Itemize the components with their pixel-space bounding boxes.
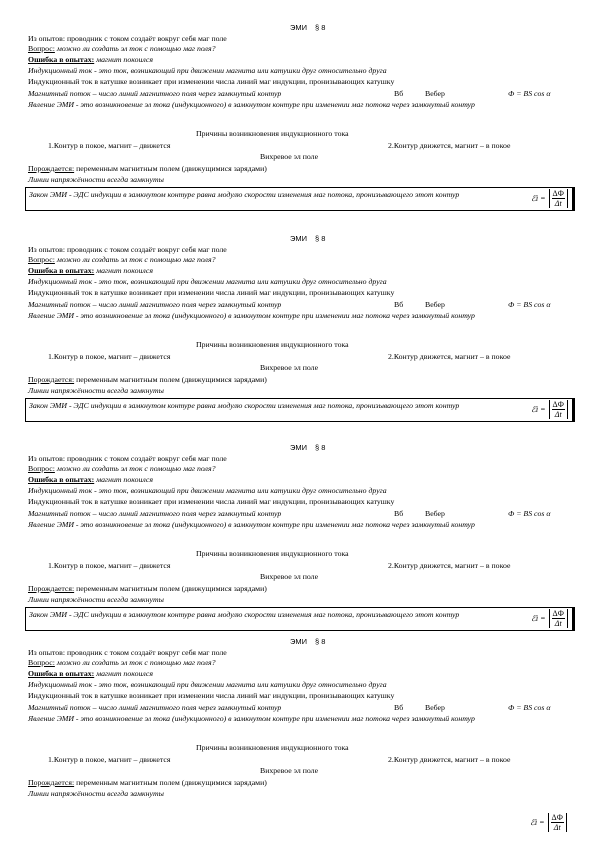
generated-by [28,375,267,384]
question-label: Вопрос: [28,658,55,667]
error-label: Ошибка в опытах: [28,475,95,484]
question-label: Вопрос: [28,44,55,53]
generated-text: переменным магнитным полем (движущимися зарядами) [74,778,267,787]
emf-formula [530,813,567,832]
causes-heading: Причины возникновения индукционного тока [196,340,349,349]
intro-line: Из опытов: проводник с током создаёт вокруг себя маг поле [28,648,227,657]
magnetic-flux-definition: Магнитный поток – число линий магнитного поля через замкнутый контур [28,703,282,712]
unit-weber: Вебер [425,703,445,712]
error-text: магнит покоился [94,266,153,275]
emf-formula [531,400,568,419]
definition-induction-current: Индукционный ток - это ток, возникающий при движении магнита или катушки друг относительно друга [28,486,387,495]
unit-weber: Вебер [425,300,445,309]
flux-formula: Ф = BS cos α [508,300,551,309]
notes-block [28,443,573,653]
error-label: Ошибка в опытах: [28,266,95,275]
generated-text: переменным магнитным полем (движущимися зарядами) [74,164,267,173]
unit-wb: Вб [394,300,404,309]
header-section: § 8 [315,443,326,452]
emf-symbol: ℰi = [531,194,546,203]
flux-rate-fraction [549,609,568,628]
intro-line: Из опытов: проводник с током создаёт вокруг себя маг поле [28,245,227,254]
error-line [28,669,153,678]
flux-formula: Ф = BS cos α [508,509,551,518]
unit-wb: Вб [394,89,404,98]
question-line [28,255,215,264]
block-header [282,234,325,243]
unit-wb: Вб [394,509,404,518]
vortex-field: Вихревое эл поле [260,363,319,372]
emi-law-text: Закон ЭМИ - ЭДС индукции в замкнутом контуре равна модулю скорости изменения маг потока, пронизывающего этот контур [29,190,460,199]
emi-law-text: Закон ЭМИ - ЭДС индукции в замкнутом контуре равна модулю скорости изменения маг потока, пронизывающего этот контур [29,401,460,410]
emf-formula [531,189,568,208]
magnetic-flux-definition: Магнитный поток – число линий магнитного поля через замкнутый контур [28,509,282,518]
notes-block [28,234,573,444]
header-title: ЭМИ [290,234,308,243]
intro-line: Из опытов: проводник с током создаёт вокруг себя маг поле [28,454,227,463]
error-text: магнит покоился [94,669,153,678]
generated-label: Порождается: [28,164,75,173]
header-title: ЭМИ [290,23,308,32]
frac-denominator: Δt [554,619,562,628]
generated-label: Порождается: [28,778,75,787]
cause-1: 1.Контур в покое, магнит – движется [48,755,171,764]
error-line [28,266,153,275]
cause-1: 1.Контур в покое, магнит – движется [48,561,171,570]
emf-formula [531,609,568,628]
question-line [28,44,215,53]
definition-induction-current: Индукционный ток - это ток, возникающий при движении магнита или катушки друг относительно друга [28,277,387,286]
induction-condition: Индукционный ток в катушке возникает при изменении числа линий маг индукции, пронизывающих катушку [28,691,395,700]
question-text: можно ли создать эл ток с помощью маг поля? [54,44,216,53]
unit-wb: Вб [394,703,404,712]
frac-denominator: Δt [554,199,562,208]
field-lines-closed: Линии напряжённости всегда замкнуты [28,175,164,184]
intro-line: Из опытов: проводник с током создаёт вокруг себя маг поле [28,34,227,43]
block-header [282,23,325,32]
definition-induction-current: Индукционный ток - это ток, возникающий при движении магнита или катушки друг относительно друга [28,66,387,75]
frac-numerator: ΔФ [551,813,563,822]
error-label: Ошибка в опытах: [28,669,95,678]
magnetic-flux-definition: Магнитный поток – число линий магнитного поля через замкнутый контур [28,300,282,309]
question-line [28,658,215,667]
flux-rate-fraction [548,813,567,832]
generated-label: Порождается: [28,375,75,384]
flux-rate-fraction [549,189,568,208]
error-text: магнит покоился [94,475,153,484]
cause-1: 1.Контур в покое, магнит – движется [48,352,171,361]
notes-block [28,637,573,847]
vortex-field: Вихревое эл поле [260,572,319,581]
question-line [28,464,215,473]
generated-label: Порождается: [28,584,75,593]
question-label: Вопрос: [28,464,55,473]
field-lines-closed: Линии напряжённости всегда замкнуты [28,595,164,604]
causes-heading: Причины возникновения индукционного тока [196,129,349,138]
emi-phenomenon: Явление ЭМИ - это возникновение эл тока (индукционного) в замкнутом контуре при изменении маг потока через замкнутый контур [28,100,475,109]
cause-2: 2.Контур движется, магнит – в покое [388,141,511,150]
frac-denominator: Δt [553,823,561,832]
cause-2: 2.Контур движется, магнит – в покое [388,755,511,764]
error-line [28,475,153,484]
unit-weber: Вебер [425,89,445,98]
emi-phenomenon: Явление ЭМИ - это возникновение эл тока (индукционного) в замкнутом контуре при изменении маг потока через замкнутый контур [28,520,475,529]
question-text: можно ли создать эл ток с помощью маг поля? [54,658,216,667]
header-title: ЭМИ [290,443,308,452]
induction-condition: Индукционный ток в катушке возникает при изменении числа линий маг индукции, пронизывающих катушку [28,288,395,297]
question-text: можно ли создать эл ток с помощью маг поля? [54,255,216,264]
emf-symbol: ℰi = [531,614,546,623]
emf-symbol: ℰi = [531,405,546,414]
field-lines-closed: Линии напряжённости всегда замкнуты [28,789,164,798]
generated-text: переменным магнитным полем (движущимися зарядами) [74,584,267,593]
vortex-field: Вихревое эл поле [260,152,319,161]
question-text: можно ли создать эл ток с помощью маг поля? [54,464,216,473]
generated-by [28,778,267,787]
frac-numerator: ΔФ [552,609,564,618]
header-section: § 8 [315,637,326,646]
block-header [282,637,325,646]
emi-law-text: Закон ЭМИ - ЭДС индукции в замкнутом контуре равна модулю скорости изменения маг потока, пронизывающего этот контур [29,610,460,619]
emi-law-box [25,398,575,422]
emf-symbol: ℰi = [530,818,545,827]
generated-text: переменным магнитным полем (движущимися зарядами) [74,375,267,384]
induction-condition: Индукционный ток в катушке возникает при изменении числа линий маг индукции, пронизывающих катушку [28,77,395,86]
question-label: Вопрос: [28,255,55,264]
header-title: ЭМИ [290,637,308,646]
error-text: магнит покоился [94,55,153,64]
generated-by [28,584,267,593]
emi-law-box [25,187,575,211]
cause-2: 2.Контур движется, магнит – в покое [388,561,511,570]
flux-rate-fraction [549,400,568,419]
error-line [28,55,153,64]
unit-weber: Вебер [425,509,445,518]
emi-phenomenon: Явление ЭМИ - это возникновение эл тока (индукционного) в замкнутом контуре при изменении маг потока через замкнутый контур [28,311,475,320]
generated-by [28,164,267,173]
flux-formula: Ф = BS cos α [508,703,551,712]
header-section: § 8 [315,23,326,32]
magnetic-flux-definition: Магнитный поток – число линий магнитного поля через замкнутый контур [28,89,282,98]
notes-block [28,23,573,233]
cause-1: 1.Контур в покое, магнит – движется [48,141,171,150]
induction-condition: Индукционный ток в катушке возникает при изменении числа линий маг индукции, пронизывающих катушку [28,497,395,506]
causes-heading: Причины возникновения индукционного тока [196,549,349,558]
block-header [282,443,325,452]
cause-2: 2.Контур движется, магнит – в покое [388,352,511,361]
header-section: § 8 [315,234,326,243]
flux-formula: Ф = BS cos α [508,89,551,98]
emi-law-box [25,607,575,631]
frac-numerator: ΔФ [552,189,564,198]
vortex-field: Вихревое эл поле [260,766,319,775]
frac-numerator: ΔФ [552,400,564,409]
field-lines-closed: Линии напряжённости всегда замкнуты [28,386,164,395]
definition-induction-current: Индукционный ток - это ток, возникающий при движении магнита или катушки друг относительно друга [28,680,387,689]
causes-heading: Причины возникновения индукционного тока [196,743,349,752]
frac-denominator: Δt [554,410,562,419]
error-label: Ошибка в опытах: [28,55,95,64]
emi-phenomenon: Явление ЭМИ - это возникновение эл тока (индукционного) в замкнутом контуре при изменении маг потока через замкнутый контур [28,714,475,723]
